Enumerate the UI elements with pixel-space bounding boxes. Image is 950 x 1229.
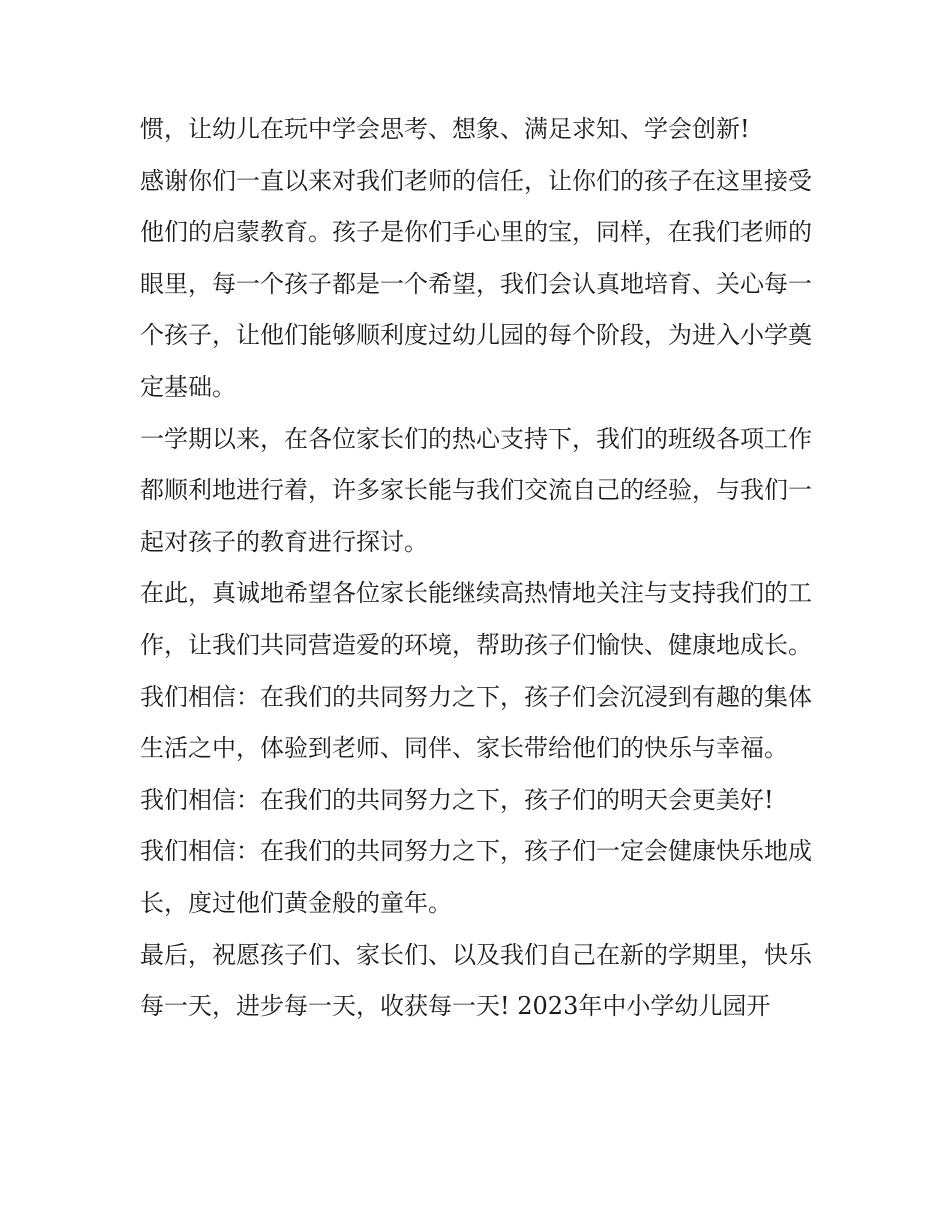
paragraph: 最后，祝愿孩子们、家长们、以及我们自己在新的学期里，快乐每一天，进步每一天，收获每一天! 2023年中小学幼儿园开 xyxy=(140,940,812,1021)
paragraph: 我们相信：在我们的共同努力之下，孩子们一定会健康快乐地成长，度过他们黄金般的童年。 xyxy=(140,837,812,917)
paragraph: 惯，让幼儿在玩中学会思考、想象、满足求知、学会创新! xyxy=(140,115,750,143)
paragraph: 感谢你们一直以来对我们老师的信任，让你们的孩子在这里接受他们的启蒙教育。孩子是你们手心里的宝，同样，在我们老师的眼里，每一个孩子都是一个希望，我们会认真地培育、关心每一个孩子，让他们能够顺利度过幼儿园的每个阶段，为进入小学奠定基础。 xyxy=(140,166,812,401)
document-body xyxy=(140,104,815,1033)
paragraph: 在此，真诚地希望各位家长能继续高热情地关注与支持我们的工作，让我们共同营造爱的环境，帮助孩子们愉快、健康地成长。 xyxy=(140,579,812,659)
paragraph: 一学期以来，在各位家长们的热心支持下，我们的班级各项工作都顺利地进行着，许多家长能与我们交流自己的经验，与我们一起对孩子的教育进行探讨。 xyxy=(140,424,812,556)
paragraph: 我们相信：在我们的共同努力之下，孩子们会沉浸到有趣的集体生活之中，体验到老师、同伴、家长带给他们的快乐与幸福。 xyxy=(140,682,812,763)
paragraph: 我们相信：在我们的共同努力之下，孩子们的明天会更美好! xyxy=(140,785,774,814)
